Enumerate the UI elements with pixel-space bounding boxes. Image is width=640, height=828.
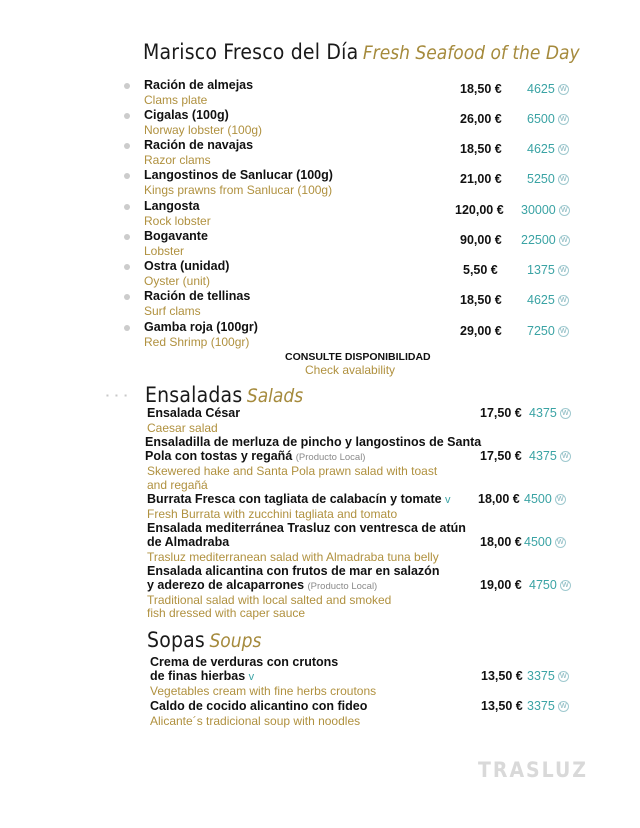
salads-title-en: Salads	[246, 385, 304, 407]
salad-item-name-line2: y aderezo de alcaparrones (Producto Local)	[147, 578, 378, 592]
salad-item-price: 18,00 €	[478, 492, 520, 506]
soup-item-points: 3375 W	[527, 669, 569, 683]
points-icon: W	[558, 114, 569, 125]
seafood-item-points: 6500 W	[527, 112, 569, 126]
soup-item-name: Crema de verduras con crutons	[150, 655, 339, 669]
points-icon: W	[559, 235, 570, 246]
seafood-item-english: Kings prawns from Sanlucar (100g)	[144, 183, 333, 197]
salad-item-name: Ensalada César	[147, 406, 241, 420]
availability-notice-en: Check avalability	[305, 363, 396, 377]
availability-notice: CONSULTE DISPONIBILIDAD	[285, 351, 431, 363]
salad-item-price: 19,00 €	[480, 578, 522, 592]
salad-item-english: Fresh Burrata with zucchini tagliata and tomato	[147, 507, 398, 521]
seafood-item-name: Ración de navajas	[144, 138, 254, 152]
points-icon: W	[555, 537, 566, 548]
item-icon	[124, 325, 130, 331]
seafood-item-points: 4625 W	[527, 82, 569, 96]
points-icon: W	[560, 451, 571, 462]
local-product-note: (Producto Local)	[307, 581, 378, 592]
seafood-item-price: 120,00 €	[455, 203, 504, 217]
salad-item-points: 4500 W	[524, 492, 566, 506]
soup-item-english: Vegetables cream with fine herbs croutons	[150, 684, 377, 698]
points-icon: W	[559, 205, 570, 216]
seafood-item-points: 4625 W	[527, 293, 569, 307]
seafood-item-name: Gamba roja (100gr)	[144, 320, 258, 334]
seafood-item-points: 22500 W	[521, 233, 570, 247]
seafood-item-name: Cigalas (100g)	[144, 108, 229, 122]
salad-item-name-line2: Pola con tostas y regañá (Producto Local)	[145, 449, 366, 463]
seafood-item-english: Norway lobster (100g)	[144, 123, 263, 137]
soup-item-name-line2: de finas hierbas v	[150, 669, 255, 683]
seafood-item-points: 7250 W	[527, 324, 569, 338]
salad-item-name: Burrata Fresca con tagliata de calabacín y tomate v	[147, 492, 451, 506]
soups-title-es: Sopas	[147, 628, 205, 652]
seafood-item-price: 29,00 €	[460, 324, 502, 338]
item-icon	[124, 264, 130, 270]
item-icon	[124, 294, 130, 300]
item-icon	[124, 113, 130, 119]
salad-item-english-line2: and regañá	[147, 478, 208, 492]
seafood-item-price: 90,00 €	[460, 233, 502, 247]
seafood-item-english: Rock lobster	[144, 214, 211, 228]
salad-item-points: 4750 W	[529, 578, 571, 592]
soup-item-points: 3375 W	[527, 699, 569, 713]
seafood-item-name: Langostinos de Sanlucar (100g)	[144, 168, 333, 182]
soups-header	[147, 628, 261, 652]
seafood-item-english: Surf clams	[144, 304, 201, 318]
salad-item-points: 4375 W	[529, 449, 571, 463]
item-icon	[124, 173, 130, 179]
decorative-icons: ▪ ▪ ▪	[106, 391, 129, 400]
points-icon: W	[558, 265, 569, 276]
points-icon: W	[558, 701, 569, 712]
points-icon: W	[555, 494, 566, 505]
salad-item-english-line2: fish dressed with caper sauce	[147, 606, 306, 620]
points-icon: W	[558, 671, 569, 682]
seafood-item-points: 1375 W	[527, 263, 569, 277]
salad-item-name-line2: de Almadraba	[147, 535, 230, 549]
item-icon	[124, 83, 130, 89]
soup-item-price: 13,50 €	[481, 669, 523, 683]
seafood-item-price: 5,50 €	[463, 263, 498, 277]
salad-item-name: Ensalada mediterránea Trasluz con ventresca de atún	[147, 521, 466, 535]
seafood-item-price: 18,50 €	[460, 293, 502, 307]
points-icon: W	[560, 408, 571, 419]
vegetarian-icon: v	[445, 494, 451, 506]
seafood-item-points: 30000 W	[521, 203, 570, 217]
salad-item-points: 4500 W	[524, 535, 566, 549]
salad-item-price: 18,00 €	[480, 535, 522, 549]
points-icon: W	[558, 174, 569, 185]
soup-item-price: 13,50 €	[481, 699, 523, 713]
trasluz-logo: TRASLUZ	[478, 758, 588, 782]
seafood-item-name: Ración de almejas	[144, 78, 254, 92]
seafood-item-english: Clams plate	[144, 93, 208, 107]
seafood-item-english: Oyster (unit)	[144, 274, 211, 288]
seafood-item-name: Langosta	[144, 199, 200, 213]
points-icon: W	[558, 84, 569, 95]
salad-item-english: Traditional salad with local salted and smoked	[147, 593, 392, 607]
seafood-title-en: Fresh Seafood of the Day	[362, 42, 580, 64]
seafood-item-points: 5250 W	[527, 172, 569, 186]
points-icon: W	[558, 295, 569, 306]
local-product-note: (Producto Local)	[295, 452, 366, 463]
seafood-item-price: 18,50 €	[460, 142, 502, 156]
seafood-item-points: 4625 W	[527, 142, 569, 156]
seafood-item-price: 18,50 €	[460, 82, 502, 96]
salad-item-name: Ensalada alicantina con frutos de mar en salazón	[147, 564, 440, 578]
seafood-item-price: 26,00 €	[460, 112, 502, 126]
seafood-item-name: Ración de tellinas	[144, 289, 251, 303]
points-icon: W	[558, 326, 569, 337]
salad-item-points: 4375 W	[529, 406, 571, 420]
salad-item-english: Trasluz mediterranean salad with Almadraba tuna belly	[147, 550, 439, 564]
seafood-item-name: Ostra (unidad)	[144, 259, 230, 273]
seafood-item-english: Red Shrimp (100gr)	[144, 335, 250, 349]
seafood-header	[143, 40, 580, 64]
salad-item-english: Skewered hake and Santa Pola prawn salad with toast	[147, 464, 438, 478]
vegetarian-icon: v	[248, 671, 255, 683]
seafood-title-es: Marisco Fresco del Día	[143, 40, 359, 64]
points-icon: W	[558, 144, 569, 155]
salads-header	[145, 383, 303, 407]
item-icon	[124, 143, 130, 149]
salad-item-price: 17,50 €	[480, 449, 522, 463]
soups-title-en: Soups	[209, 630, 262, 652]
item-icon	[124, 204, 130, 210]
soup-item-name: Caldo de cocido alicantino con fideo	[150, 699, 368, 713]
salad-item-english: Caesar salad	[147, 421, 218, 435]
salads-title-es: Ensaladas	[145, 383, 243, 407]
seafood-item-name: Bogavante	[144, 229, 208, 243]
item-icon	[124, 234, 130, 240]
salad-item-price: 17,50 €	[480, 406, 522, 420]
seafood-item-price: 21,00 €	[460, 172, 502, 186]
soup-item-english: Alicante´s tradicional soup with noodles	[150, 714, 361, 728]
salad-item-name: Ensaladilla de merluza de pincho y langostinos de Santa	[145, 435, 482, 449]
points-icon: W	[560, 580, 571, 591]
seafood-item-english: Razor clams	[144, 153, 211, 167]
seafood-item-english: Lobster	[144, 244, 185, 258]
